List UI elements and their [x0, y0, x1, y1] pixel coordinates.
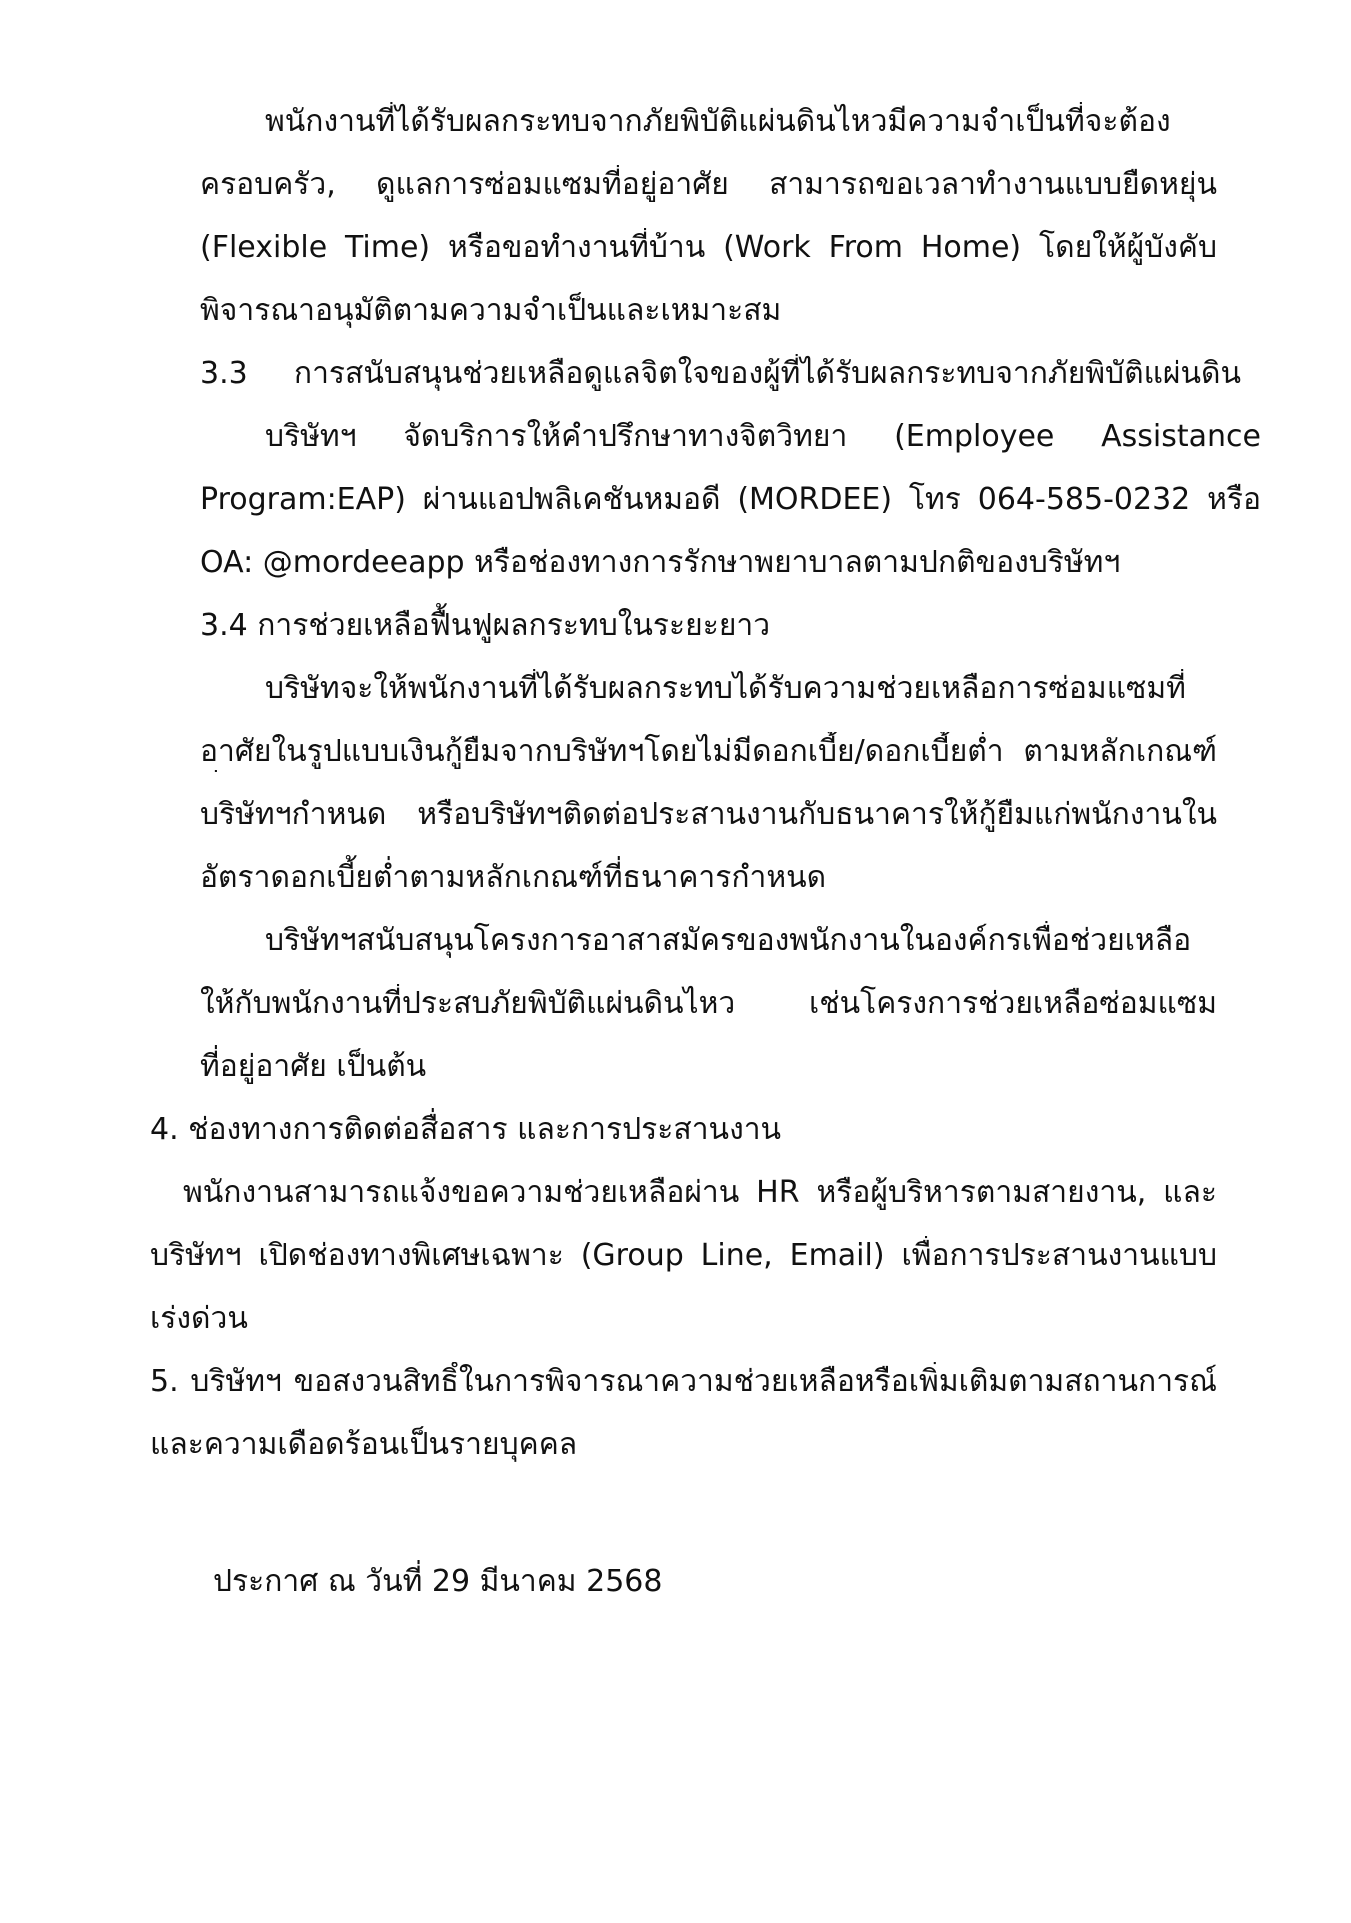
paragraph-line: (Flexible Time) หรือขอทำงานที่บ้าน (Work From Home) โดยให้ผู้บังคับ: [200, 230, 1217, 265]
paragraph-line: เร่งด่วน: [150, 1301, 248, 1336]
paragraph-line: บริษัทฯ จัดบริการให้คำปรึกษาทางจิตวิทยา (Employee Assistance: [265, 419, 1261, 454]
paragraph-line: บริษัทจะให้พนักงานที่ได้รับผลกระทบได้รับความช่วยเหลือการซ่อมแซมที่: [265, 671, 1186, 706]
paragraph-line: ให้กับพนักงานที่ประสบภัยพิบัติแผ่นดินไหว เช่นโครงการช่วยเหลือซ่อมแซม: [200, 986, 1217, 1021]
section-heading: 5. บริษัทฯ ขอสงวนสิทธิ์ในการพิจารณาความช่วยเหลือหรือเพิ่มเติมตามสถานการณ์: [150, 1364, 1217, 1399]
paragraph-line: พิจารณาอนุมัติตามความจำเป็นและเหมาะสม: [200, 293, 782, 328]
paragraph-line: Program:EAP) ผ่านแอปพลิเคชันหมอดี (MORDEE) โทร 064-585-0232 หรือ: [200, 482, 1261, 517]
paragraph-line: บริษัทฯกำหนด หรือบริษัทฯติดต่อประสานงานกับธนาคารให้กู้ยืมแก่พนักงานใน: [200, 797, 1217, 832]
paragraph-line: บริษัทฯ เปิดช่องทางพิเศษเฉพาะ (Group Line, Email) เพื่อการประสานงานแบบ: [150, 1238, 1217, 1273]
paragraph-line: ที่อยู่อาศัย เป็นต้น: [200, 1049, 427, 1084]
paragraph-line: พนักงานที่ได้รับผลกระทบจากภัยพิบัติแผ่นดินไหวมีความจำเป็นที่จะต้อง: [265, 104, 1171, 139]
section-heading: 3.4 การช่วยเหลือฟื้นฟูผลกระทบในระยะยาว: [200, 608, 771, 643]
paragraph-line: OA: @mordeeapp หรือช่องทางการรักษาพยาบาลตามปกติของบริษัทฯ: [200, 545, 1121, 580]
paragraph-line: บริษัทฯสนับสนุนโครงการอาสาสมัครของพนักงานในองค์กรเพื่อช่วยเหลือ: [265, 923, 1192, 958]
paragraph-line: และความเดือดร้อนเป็นรายบุคคล: [150, 1427, 578, 1462]
paragraph-line: อาศัยในรูปแบบเงินกู้ยืมจากบริษัทฯโดยไม่มีดอกเบี้ย/ดอกเบี้ยต่ำ ตามหลักเกณฑ์: [200, 734, 1217, 769]
paragraph-line: อัตราดอกเบี้ยต่ำตามหลักเกณฑ์ที่ธนาคารกำหนด: [200, 860, 827, 895]
paragraph-line: ครอบครัว, ดูแลการซ่อมแซมที่อยู่อาศัย สามารถขอเวลาทำงานแบบยืดหยุ่น: [200, 167, 1217, 202]
paragraph-line: พนักงานสามารถแจ้งขอความช่วยเหลือผ่าน HR หรือผู้บริหารตามสายงาน, และ: [183, 1175, 1217, 1210]
section-heading: 3.3 การสนับสนุนช่วยเหลือดูแลจิตใจของผู้ที่ได้รับผลกระทบจากภัยพิบัติแผ่นดิน: [200, 356, 1241, 391]
section-heading: 4. ช่องทางการติดต่อสื่อสาร และการประสานงาน: [150, 1112, 782, 1147]
announcement-date: ประกาศ ณ วันที่ 29 มีนาคม 2568: [213, 1564, 663, 1599]
